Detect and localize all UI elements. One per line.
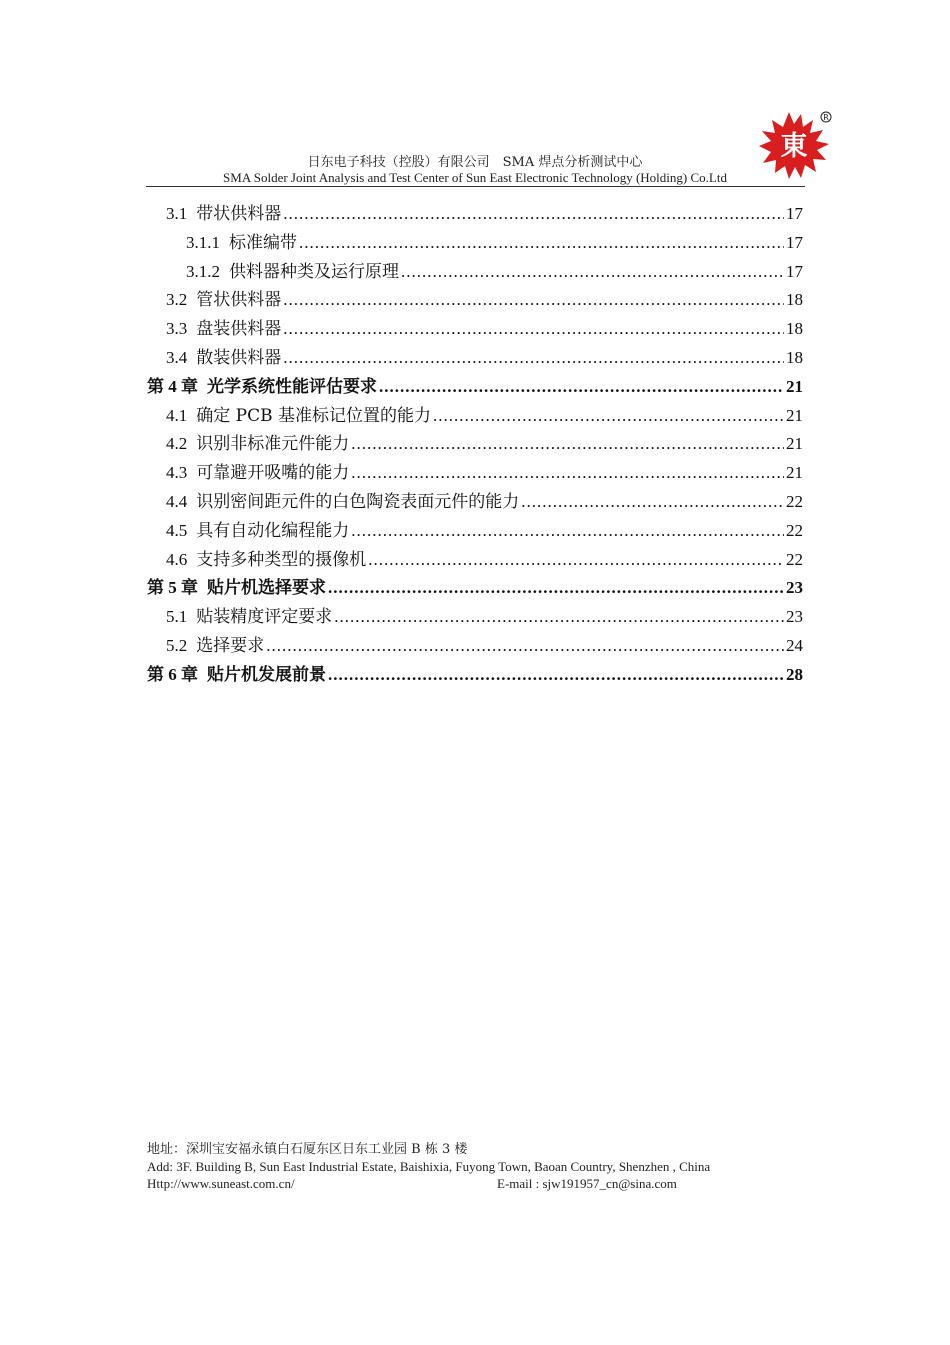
toc-entry-number: 4.5: [166, 520, 188, 540]
toc-section-entry[interactable]: [147, 603, 803, 632]
toc-entry-page: 22: [786, 491, 803, 511]
toc-section-entry[interactable]: [147, 229, 803, 258]
toc-entry-number: 4.6: [166, 549, 188, 569]
toc-section-entry[interactable]: [147, 200, 803, 229]
header-company-cn: 日东电子科技（控股）有限公司 SMA 焊点分析测试中心: [307, 155, 643, 170]
logo-character: 東: [780, 131, 808, 162]
toc-dot-leader: [379, 373, 784, 402]
toc-section-entry[interactable]: [147, 459, 803, 488]
toc-entry-title: 选择要求: [196, 635, 265, 656]
toc-dot-leader: [283, 344, 784, 373]
toc-entry-page: 21: [786, 434, 803, 454]
header-company-en: SMA Solder Joint Analysis and Test Center of Sun East Electronic Technology (Holding) Co.Ltd: [223, 170, 727, 185]
toc-entry-page: 21: [786, 463, 803, 483]
toc-dot-leader: [351, 430, 784, 459]
toc-section-entry[interactable]: [147, 286, 803, 315]
toc-entry-title: 贴片机选择要求: [207, 578, 326, 599]
toc-entry-page: 18: [786, 347, 803, 367]
toc-dot-leader: [283, 200, 784, 229]
toc-entry-number: 3.4: [166, 347, 188, 367]
toc-entry-title: 标准编带: [229, 232, 297, 253]
toc-dot-leader: [351, 517, 784, 546]
toc-entry-title: 识别密间距元件的白色陶瓷表面元件的能力: [196, 491, 520, 512]
toc-section-entry[interactable]: [147, 488, 803, 517]
toc-dot-leader: [283, 286, 784, 315]
toc-entry-page: 17: [786, 204, 803, 223]
toc-section-entry[interactable]: [147, 315, 803, 344]
toc-entry-page: 21: [786, 376, 803, 396]
toc-entry-title: 可靠避开吸嘴的能力: [196, 463, 350, 484]
toc-dot-leader: [368, 546, 784, 575]
toc-entry-number: 4.4: [166, 491, 188, 511]
toc-entry-page: 28: [786, 664, 803, 684]
footer-contact: [147, 1175, 787, 1192]
toc-section-entry[interactable]: [147, 402, 803, 431]
toc-entry-page: 22: [786, 549, 803, 569]
toc-entry-number: 3.1.1: [186, 232, 220, 252]
toc-entry-page: 23: [786, 607, 803, 627]
toc-entry-number: 第 5 章: [147, 578, 198, 598]
toc-entry-title: 确定 PCB 基准标记位置的能力: [196, 405, 431, 426]
toc-entry-page: 21: [786, 405, 803, 425]
toc-section-entry[interactable]: [147, 632, 803, 661]
footer-email[interactable]: E-mail : sjw191957_cn@sina.com: [497, 1176, 677, 1191]
toc-entry-number: 4.2: [166, 434, 188, 454]
toc-entry-title: 贴装精度评定要求: [196, 607, 333, 628]
toc-chapter-entry[interactable]: [147, 661, 803, 690]
registered-mark-icon: R: [823, 113, 829, 122]
toc-entry-number: 5.1: [166, 607, 188, 627]
toc-entry-title: 盘装供料器: [196, 319, 282, 340]
toc-entry-page: 22: [786, 520, 803, 540]
toc-entry-page: 18: [786, 290, 803, 310]
footer-website-link[interactable]: Http://www.suneast.com.cn/: [147, 1176, 295, 1191]
toc-entry-title: 管状供料器: [196, 290, 282, 311]
toc-entry-number: 5.2: [166, 635, 188, 655]
header-divider: [146, 186, 805, 187]
toc-dot-leader: [351, 459, 784, 488]
toc-dot-leader: [328, 661, 784, 690]
toc-dot-leader: [521, 488, 784, 517]
footer-address-en: Add: 3F. Building B, Sun East Industrial Estate, Baishixia, Fuyong Town, Baoan Country, Shenzhen , China: [147, 1159, 711, 1174]
toc-dot-leader: [266, 632, 784, 661]
toc-entry-title: 散装供料器: [196, 347, 282, 368]
sun-east-logo: [754, 108, 834, 184]
toc-dot-leader: [283, 315, 784, 344]
toc-entry-number: 3.3: [166, 319, 188, 339]
toc-entry-title: 支持多种类型的摄像机: [196, 549, 367, 570]
toc-section-entry[interactable]: [147, 258, 803, 287]
toc-dot-leader: [299, 229, 784, 258]
toc-dot-leader: [328, 574, 784, 603]
toc-entry-title: 具有自动化编程能力: [196, 520, 350, 541]
toc-entry-title: 识别非标准元件能力: [196, 434, 350, 455]
toc-section-entry[interactable]: [147, 430, 803, 459]
toc-dot-leader: [401, 258, 784, 287]
toc-entry-number: 3.1.2: [186, 261, 220, 281]
toc-entry-number: 4.1: [166, 405, 188, 425]
toc-entry-number: 4.3: [166, 463, 188, 483]
toc-entry-title: 贴片机发展前景: [207, 664, 326, 685]
page-footer: [147, 1141, 787, 1192]
toc-entry-title: 供料器种类及运行原理: [229, 261, 399, 282]
toc-dot-leader: [433, 402, 784, 431]
toc-dot-leader: [334, 603, 784, 632]
toc-entry-title: 带状供料器: [196, 204, 282, 224]
toc-entry-page: 24: [786, 635, 803, 655]
toc-section-entry[interactable]: [147, 546, 803, 575]
toc-entry-page: 23: [786, 578, 803, 598]
toc-entry-number: 3.2: [166, 290, 188, 310]
table-of-contents: [147, 200, 803, 690]
toc-entry-number: 3.1: [166, 204, 188, 223]
toc-entry-page: 17: [786, 261, 803, 281]
footer-address-cn: 地址：深圳宝安福永镇白石厦东区日东工业园 B 栋 3 楼: [147, 1142, 468, 1157]
toc-entry-number: 第 4 章: [147, 376, 198, 396]
toc-entry-page: 18: [786, 319, 803, 339]
toc-entry-title: 光学系统性能评估要求: [207, 376, 377, 397]
toc-chapter-entry[interactable]: [147, 574, 803, 603]
toc-section-entry[interactable]: [147, 517, 803, 546]
toc-entry-number: 第 6 章: [147, 664, 198, 684]
toc-section-entry[interactable]: [147, 344, 803, 373]
toc-chapter-entry[interactable]: [147, 373, 803, 402]
toc-entry-page: 17: [786, 232, 803, 252]
